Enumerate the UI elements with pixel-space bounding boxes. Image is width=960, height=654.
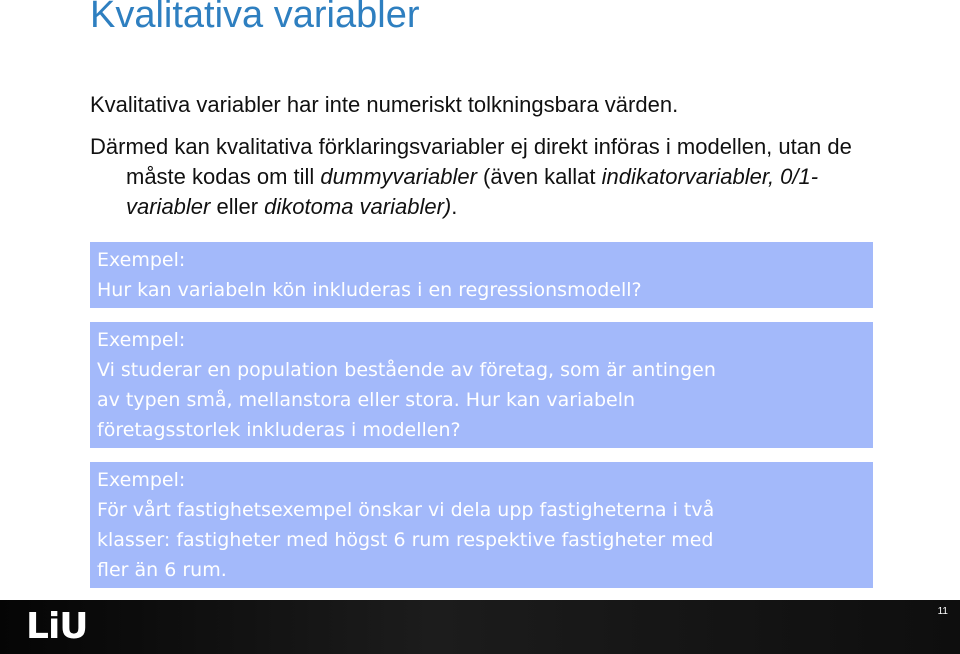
example-label: Exempel: <box>97 469 186 491</box>
example-line: För vårt fastighetsexempel önskar vi dela upp fastigheterna i två <box>97 499 715 521</box>
example-label: Exempel: <box>97 329 186 351</box>
slide-title: Kvalitativa variabler <box>90 0 420 36</box>
para-text-1: Därmed kan kvalitativa förklaringsvariabler ej direkt införas i modellen, utan de måste kodas om till <box>90 134 852 189</box>
liu-logo: LiU <box>26 606 88 647</box>
term-dikotoma: dikotoma variabler) <box>264 194 452 219</box>
dummy-paragraph <box>90 132 880 222</box>
example-line: Vi studerar en population bestående av företag, som är antingen <box>97 359 716 381</box>
term-dummyvariabler: dummyvariabler <box>320 164 477 189</box>
example-box-3 <box>90 462 873 588</box>
para-text-3: eller <box>210 194 265 219</box>
body-text <box>90 90 880 222</box>
example-box-2 <box>90 322 873 448</box>
footer-bar <box>0 600 960 654</box>
example-box-1 <box>90 242 873 308</box>
example-line: klasser: fastigheter med högst 6 rum respektive fastigheter med <box>97 529 714 551</box>
term-indikatorvariabler: indikatorvariabler, 0/1-variabler <box>126 164 819 219</box>
intro-line: Kvalitativa variabler har inte numeriskt tolkningsbara värden. <box>90 92 679 117</box>
example-line: av typen små, mellanstora eller stora. Hur kan variabeln <box>97 389 636 411</box>
para-text-2: (även kallat <box>476 164 602 189</box>
example-line: företagsstorlek inkluderas i modellen? <box>97 419 461 441</box>
page-number: 11 <box>937 606 948 617</box>
example-label: Exempel: <box>97 249 186 271</box>
para-text-4: . <box>451 194 458 219</box>
example-line: fler än 6 rum. <box>97 559 227 581</box>
example-line: Hur kan variabeln kön inkluderas i en regressionsmodell? <box>97 279 642 301</box>
